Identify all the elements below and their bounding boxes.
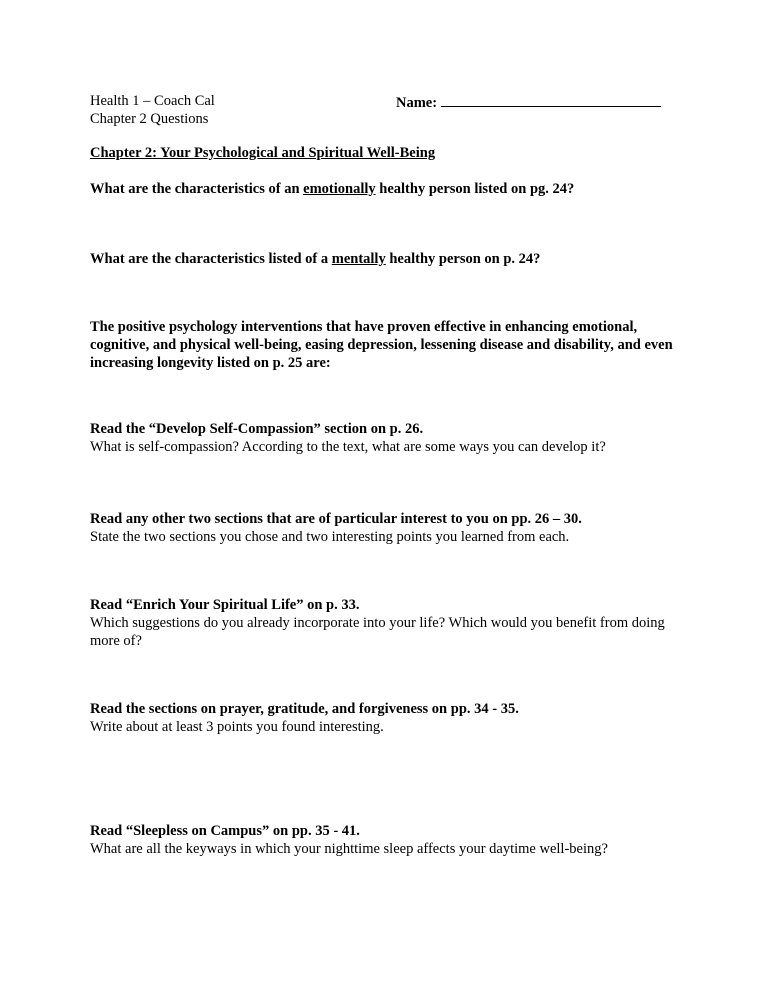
name-label: Name: [396, 95, 438, 111]
prayer-gratitude-heading: Read the sections on prayer, gratitude, and forgiveness on pp. 34 - 35. [90, 701, 519, 717]
two-sections-prompt: State the two sections you chose and two interesting points you learned from each. [90, 529, 570, 545]
sleepless-heading: Read “Sleepless on Campus” on pp. 35 - 41. [90, 823, 360, 839]
self-compassion-prompt: What is self-compassion? According to the text, what are some ways you can develop it? [90, 439, 606, 455]
question-emotional-pre: What are the characteristics of an [90, 181, 304, 197]
question-emotional-post: healthy person listed on pg. 24? [375, 181, 575, 197]
question-positive-psychology: The positive psychology interventions that have proven effective in enhancing emotional, cognitive, and physical well-being, easing depression, lessening disease and disability, and even increasing longevity listed on p. 25 are: [90, 319, 673, 371]
name-field [396, 92, 661, 112]
spiritual-life-prompt: Which suggestions do you already incorporate into your life? Which would you benefit from doing more of? [90, 615, 665, 649]
course-label: Health 1 – Coach Cal [90, 93, 215, 109]
question-mental [90, 250, 690, 268]
question-emotional-emph: emotionally [303, 181, 376, 197]
question-mental-emph: mentally [331, 251, 386, 267]
question-mental-pre: What are the characteristics listed of a [90, 251, 332, 267]
prayer-gratitude-prompt: Write about at least 3 points you found interesting. [90, 719, 384, 735]
question-prayer-gratitude [90, 700, 690, 736]
question-self-compassion [90, 420, 690, 456]
question-emotional [90, 180, 690, 198]
question-sleepless [90, 822, 690, 858]
sleepless-prompt: What are all the keyways in which your nighttime sleep affects your daytime well-being? [90, 841, 608, 857]
self-compassion-heading: Read the “Develop Self-Compassion” section on p. 26. [90, 421, 424, 437]
question-two-sections [90, 510, 690, 546]
chapter-title: Chapter 2: Your Psychological and Spiritual Well-Being [90, 145, 436, 161]
two-sections-heading: Read any other two sections that are of particular interest to you on pp. 26 – 30. [90, 511, 582, 527]
assignment-label: Chapter 2 Questions [90, 111, 209, 127]
name-blank-line [441, 92, 661, 107]
question-mental-post: healthy person on p. 24? [385, 251, 541, 267]
question-spiritual-life [90, 596, 665, 650]
spiritual-life-heading: Read “Enrich Your Spiritual Life” on p. 33. [90, 597, 360, 613]
